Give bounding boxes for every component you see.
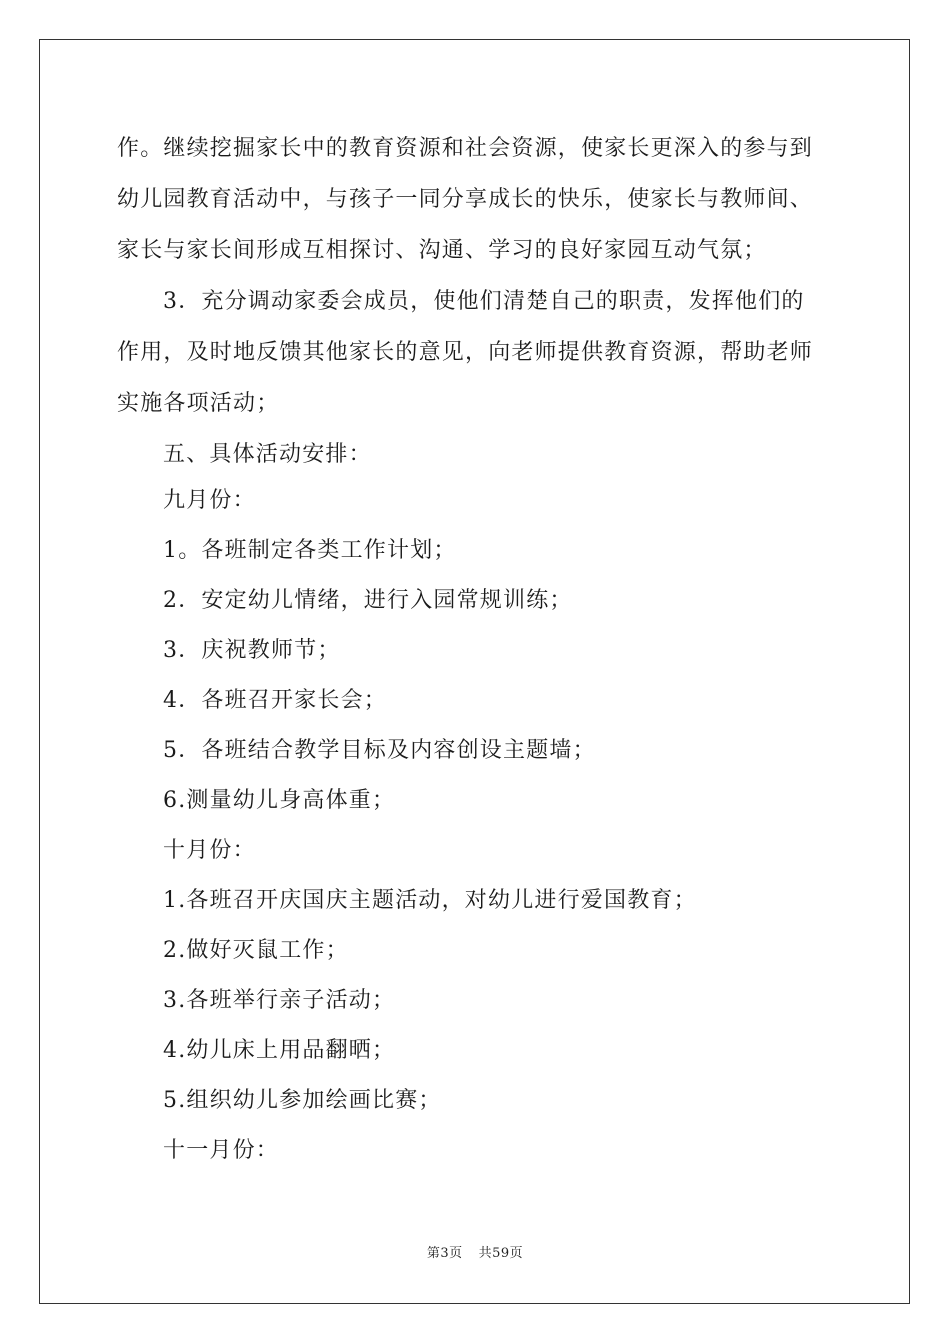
- list-item: 1。各班制定各类工作计划；: [163, 538, 457, 563]
- list-item: 3．庆祝教师节；: [163, 638, 341, 663]
- list-item: 1.各班召开庆国庆主题活动，对幼儿进行爱国教育；: [163, 888, 697, 913]
- page-number: 第3页: [426, 1246, 463, 1261]
- list-item: 5.组织幼儿参加绘画比赛；: [163, 1088, 442, 1113]
- page-footer: [0, 1246, 950, 1262]
- month-heading: 十一月份：: [163, 1138, 280, 1163]
- section-heading: 五、具体活动安排：: [163, 442, 372, 467]
- body-line: 3．充分调动家委会成员，使他们清楚自己的职责，发挥他们的: [163, 289, 805, 314]
- list-item: 4.幼儿床上用品翻晒；: [163, 1038, 396, 1063]
- list-item: 4．各班召开家长会；: [163, 688, 387, 713]
- page-total: 共59页: [478, 1246, 524, 1261]
- list-item: 2．安定幼儿情绪，进行入园常规训练；: [163, 588, 573, 613]
- list-item: 5．各班结合教学目标及内容创设主题墙；: [163, 738, 596, 763]
- month-heading: 十月份：: [163, 838, 256, 863]
- list-item: 6.测量幼儿身高体重；: [163, 788, 396, 813]
- list-item: 3.各班举行亲子活动；: [163, 988, 396, 1013]
- list-item: 2.做好灭鼠工作；: [163, 938, 349, 963]
- body-line: 实施各项活动；: [117, 391, 280, 416]
- body-line: 作用，及时地反馈其他家长的意见，向老师提供教育资源，帮助老师: [117, 340, 814, 365]
- month-heading: 九月份：: [163, 488, 256, 513]
- body-line: 作。继续挖掘家长中的教育资源和社会资源，使家长更深入的参与到: [117, 136, 814, 161]
- body-line: 幼儿园教育活动中，与孩子一同分享成长的快乐，使家长与教师间、: [117, 187, 814, 212]
- body-line: 家长与家长间形成互相探讨、沟通、学习的良好家园互动气氛；: [117, 238, 767, 263]
